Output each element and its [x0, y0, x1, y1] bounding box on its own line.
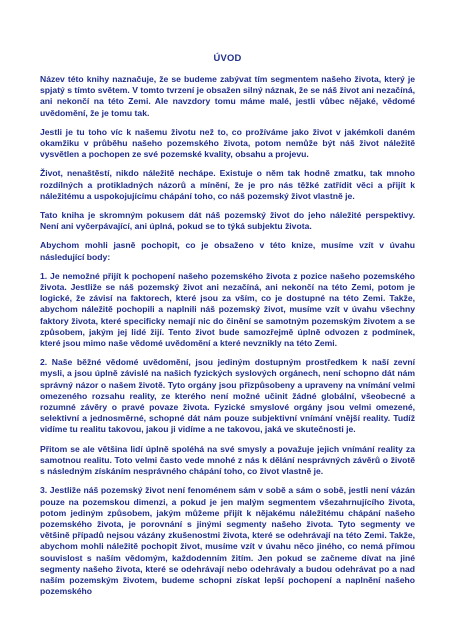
- paragraph-9: 3. Jestliže náš pozemský život není fenoménem sám v sobě a sám o sobě, jestli není vázán pouze na pozemskou dimenzi, a pokud je jen malým segmentem všezahrnujícího života, potom jediným způsobem, jakým můžeme přijít k nějakému náležitému chápání našeho pozemského života, je porovnání s jinými segmenty našeho života. Tyto segmenty ve většině případů nejsou vázány zkušenostmi života, které se odehrávají na této Zemi. Takže, abychom mohli náležitě pochopit život, musíme vzít v úvahu něco jiného, co nemá přímou souvislost s naším vědomým, každodenním žitím. Jen pokud se začneme dívat na jiné segmenty našeho života, které se odehrávají nebo odehrávaly a budou odehrávat po a nad naším pozemským životem, budeme schopni získat lepší pochopení a naplnění našeho pozemského: [40, 485, 415, 597]
- paragraph-4: Tato kniha je skromným pokusem dát náš pozemský život do jeho náležité perspektivy. Není ani vyčerpávající, ani úplná, pokud se to týká subjektu života.: [40, 210, 415, 232]
- paragraph-2: Jestli je tu toho víc k našemu životu než to, co prožíváme jako život v jakémkoli daném okamžiku v průběhu našeho pozemského života, potom nemůže být náš život náležitě vysvětlen a pochopen ze své pozemské kvality, obsahu a projevu.: [40, 126, 415, 160]
- paragraph-3: Život, nenaštěstí, nikdo náležitě nechápe. Existuje o něm tak hodně zmatku, tak mnoho rozdílných a protikladných názorů a mínění, že je pro nás těžké zatřídit věci a přijít k náležitému a uspokojujícímu chápání toho, co náš pozemský život vlastně je.: [40, 168, 415, 201]
- paragraph-5: Abychom mohli jasně pochopit, co je obsaženo v této knize, musíme vzít v úvahu následující body:: [40, 240, 415, 262]
- paragraph-7: 2. Naše běžné vědomé uvědomění, jsou jediným dostupným prostředkem k naší zevní mysli, a jsou úplně závislé na našich fyzických syslových orgánech, není schopno dát nám správný názor o našem životě. Tyto orgány jsou přizpůsobeny a upraveny na vnímání velmi omezeného rozsahu reality, ze kterého není možné učinit žádné globální, všeobecné a rozumné závěry o pravé povaze života. Fyzické smyslové orgány jsou velmi omezené, selektivní a jednosměrné, schopné dát nám pouze subjektivní vnímání vnější reality. Tudíž vidíme tu realitu takovou, jakou ji vidíme a ne takovou, jaká ve skutečnosti je.: [40, 357, 415, 435]
- paragraph-8: Přitom se ale většina lidí úplně spoléhá na své smysly a považuje jejich vnímání reality za samotnou realitu. Toto velmi často vede mnohé z nás k dělání nesprávných závěrů o životě s následným získáním nesprávného chápání toho, co život vlastně je.: [40, 443, 415, 477]
- document-page: [40, 52, 415, 605]
- paragraph-6: 1. Je nemožné přijít k pochopení našeho pozemského života z pozice našeho pozemského života. Jestliže se náš pozemský život ani nezačíná, ani nekončí na této Zemi, potom je logické, že závisí na faktorech, které jsou za vším, co je dostupné na této Zemi. Takže, abychom náležitě pochopili a naplnili náš pozemský život, musíme vzít v úvahu všechny faktory života, které specificky nemají nic do činění se samotným pozemským životem a se způsobem, jakým jej lidé žijí. Tento život bude samozřejmě úplně odvozen z podmínek, které jsou mimo naše vědomé uvědomění a které nevznikly na této Zemi.: [40, 270, 415, 349]
- page-title: ÚVOD: [213, 52, 242, 63]
- paragraph-1: Název této knihy naznačuje, že se budeme zabývat tím segmentem našeho života, který je spjatý s tímto světem. V tomto tvrzení je obsažen silný náznak, že se náš život ani nezačíná, ani nekončí na této Zemi. Ale navzdory tomu máme malé, jestli vůbec nějaké, vědomé uvědomění, že je tomu tak.: [40, 74, 415, 118]
